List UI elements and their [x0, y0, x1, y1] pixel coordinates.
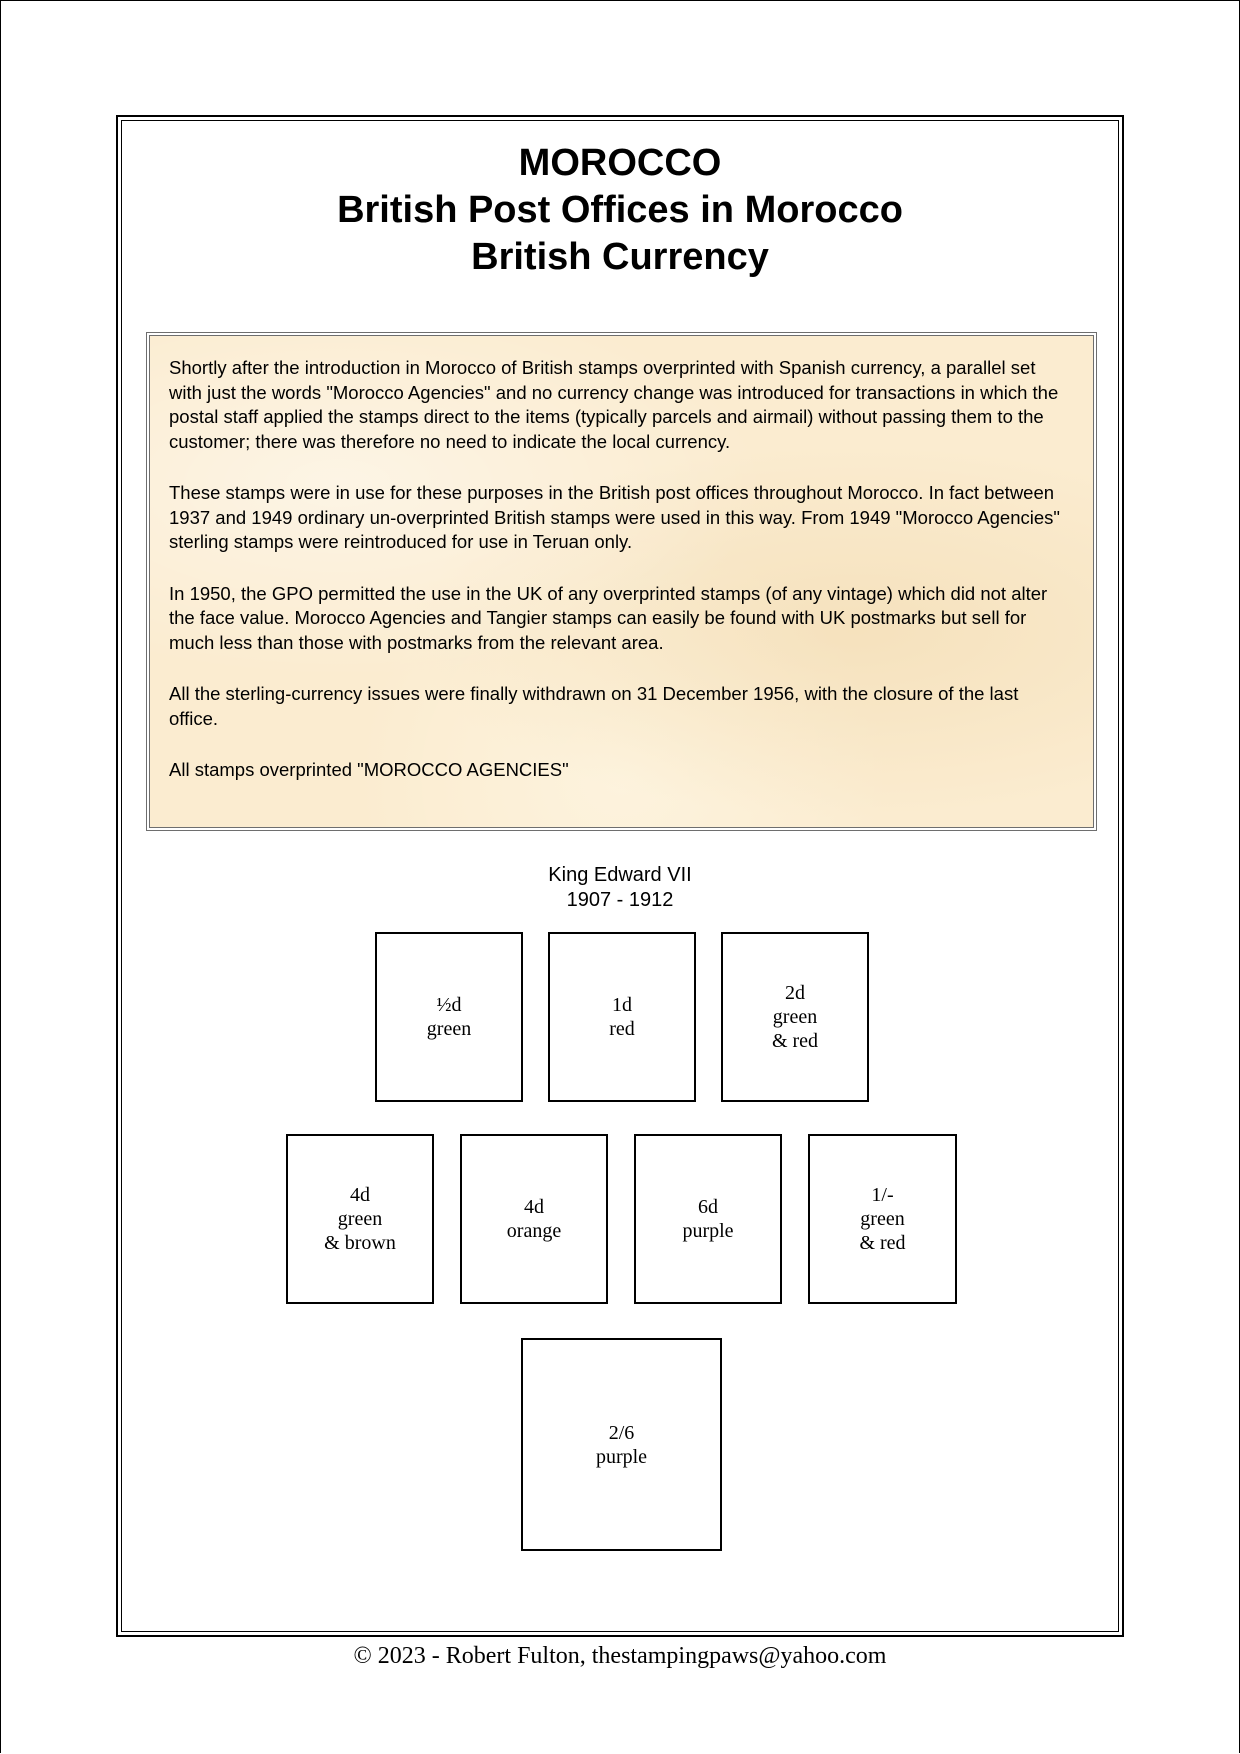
stamp-space — [721, 932, 869, 1102]
page-title — [121, 140, 1119, 281]
reign-years: 1907 - 1912 — [566, 889, 674, 911]
stamp-label: 1d red — [609, 994, 635, 1040]
intro-paragraph: These stamps were in use for these purposes in the British post offices throughout Morocco. In fact between 1937 and 1949 ordinary un-overprinted British stamps were used in this way. From 1949 "Morocco Agencies" sterling stamps were reintroduced for use in Teruan only. — [169, 482, 1060, 552]
intro-paragraph: All stamps overprinted "MOROCCO AGENCIES" — [169, 759, 569, 780]
stamp-label: ½d green — [426, 994, 472, 1040]
stamp-space — [521, 1338, 722, 1551]
title-subject: British Post Offices in Morocco — [337, 189, 903, 231]
title-country: MOROCCO — [518, 142, 722, 184]
stamp-space — [634, 1134, 782, 1304]
reign-label: King Edward VII — [548, 864, 692, 886]
intro-paragraph: In 1950, the GPO permitted the use in the UK of any overprinted stamps (of any vintage) which did not alter the face value. Morocco Agencies and Tangier stamps can easily be found with UK postmarks but sell for much less than those with postmarks from the relevant area. — [169, 582, 1048, 653]
stamp-label: 4d green & brown — [324, 1184, 396, 1254]
stamp-space — [548, 932, 696, 1102]
intro-paragraph: All the sterling-currency issues were finally withdrawn on 31 December 1956, with the closure of the last office. — [169, 683, 1019, 729]
stamp-label: 6d purple — [682, 1196, 734, 1242]
stamp-label: 2/6 purple — [595, 1421, 648, 1468]
section-heading — [121, 863, 1119, 913]
copyright-footer: © 2023 - Robert Fulton, thestampingpaws@yahoo.com — [353, 1643, 887, 1669]
stamp-space — [286, 1134, 434, 1304]
stamp-space — [375, 932, 523, 1102]
stamp-label: 2d green & red — [771, 982, 819, 1052]
intro-paragraph: Shortly after the introduction in Morocco of British stamps overprinted with Spanish currency, a parallel set with just the words "Morocco Agencies" and no currency change was introduced for transactions in which the postal staff applied the stamps direct to the items (typically parcels and airmail) without passing them to the customer; there was therefore no need to indicate the local currency. — [169, 357, 1059, 452]
title-currency: British Currency — [471, 236, 769, 278]
stamp-space — [808, 1134, 957, 1304]
intro-text-box — [149, 335, 1094, 828]
stamp-space — [460, 1134, 608, 1304]
stamp-label: 1/- green & red — [859, 1184, 906, 1254]
stamp-label: 4d orange — [506, 1196, 562, 1242]
